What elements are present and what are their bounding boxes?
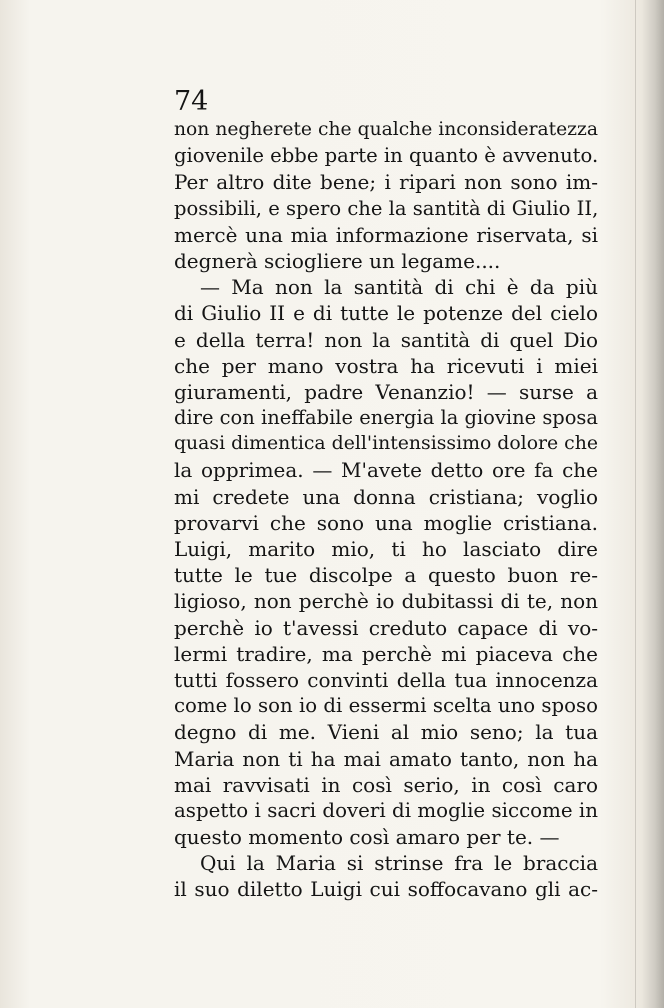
text-line: dire con ineffabile energia la giovine sposa xyxy=(174,406,598,430)
page-fold-line xyxy=(635,0,636,1008)
page-edge-shadow xyxy=(642,0,664,1008)
text-line: Qui la Maria si strinse fra le braccia xyxy=(200,851,598,876)
text-line: non negherete che qualche inconsideratezza xyxy=(174,119,598,140)
text-line: perchè io t'avessi creduto capace di vo- xyxy=(174,615,598,640)
text-line: giovenile ebbe parte in quanto è avvenuto. xyxy=(174,144,598,168)
text-line: come lo son io di essermi scelta uno sposo xyxy=(174,694,598,718)
text-line: Maria non ti ha mai amato tanto, non ha xyxy=(174,746,598,771)
text-line: degnerà sciogliere un legame.... xyxy=(174,248,501,273)
text-line: e della terra! non la santità di quel Dio xyxy=(174,327,598,352)
text-line: tutti fossero convinti della tua innocenza xyxy=(174,667,598,692)
text-line: quasi dimentica dell'intensissimo dolore che xyxy=(174,433,598,455)
text-line: tutte le tue discolpe a questo buon re- xyxy=(174,563,598,588)
text-line: Luigi, marito mio, ti ho lasciato dire xyxy=(174,537,598,561)
text-line: lermi tradire, ma perchè mi piaceva che xyxy=(174,641,598,666)
body-text xyxy=(174,117,598,903)
text-line: degno di me. Vieni al mio seno; la tua xyxy=(174,720,598,745)
text-line: ligioso, non perchè io dubitassi di te, non xyxy=(174,589,598,614)
page-number: 74 xyxy=(174,86,209,117)
text-line: — Ma non la santità di chi è da più xyxy=(200,275,598,300)
text-line: il suo diletto Luigi cui soffocavano gli ac- xyxy=(174,877,598,902)
text-line: la opprimea. — M'avete detto ore fa che xyxy=(174,458,598,483)
text-line: aspetto i sacri doveri di moglie siccome in xyxy=(174,798,598,822)
text-line: mercè una mia informazione riservata, si xyxy=(174,222,598,247)
text-line: mi credete una donna cristiana; voglio xyxy=(174,484,598,509)
text-line: questo momento così amaro per te. — xyxy=(174,825,560,850)
text-line: di Giulio II e di tutte le potenze del cielo xyxy=(174,301,598,326)
text-line: possibili, e spero che la santità di Giulio II, xyxy=(174,196,598,220)
text-line: che per mano vostra ha ricevuti i miei xyxy=(174,353,598,378)
text-line: giuramenti, padre Venanzio! — surse a xyxy=(174,379,598,404)
text-line: Per altro dite bene; i ripari non sono im- xyxy=(174,170,598,195)
text-line: mai ravvisati in così serio, in così caro xyxy=(174,772,598,797)
text-line: provarvi che sono una moglie cristiana. xyxy=(174,510,598,535)
